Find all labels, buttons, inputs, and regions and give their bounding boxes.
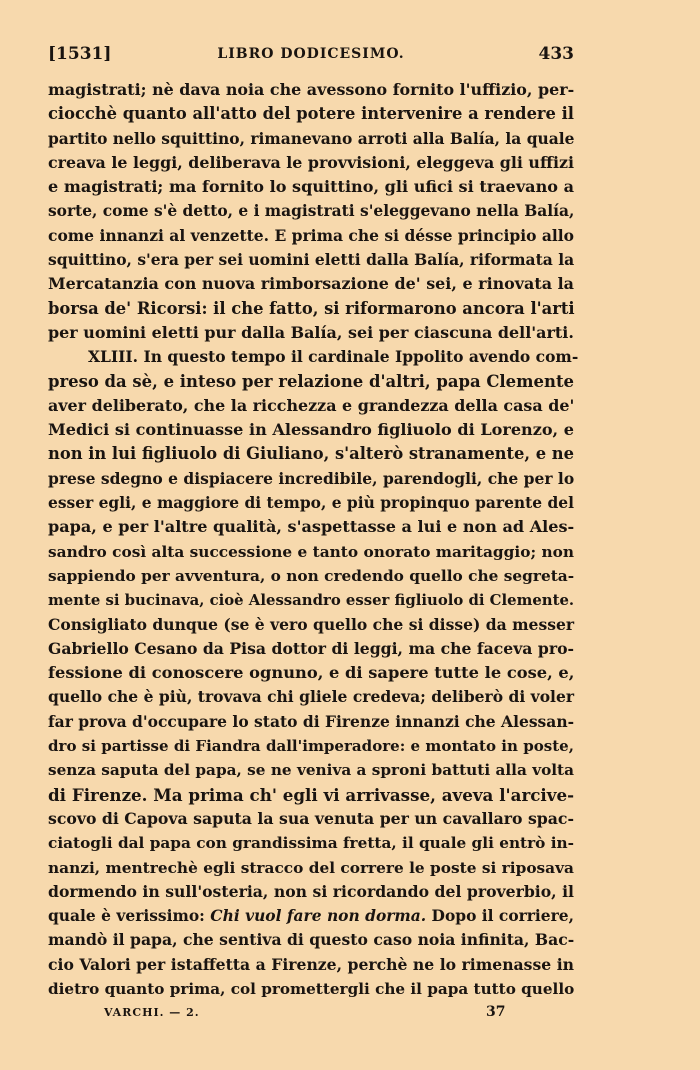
text-line: dro si partisse di Fiandra dall'imperadore: e montato in poste, bbox=[48, 737, 574, 756]
sheet-number: 37 bbox=[486, 1004, 506, 1020]
text-line: prese sdegno e dispiacere incredibile, parendogli, che per lo bbox=[48, 468, 575, 488]
section-start-line: XLIII. In questo tempo il cardinale Ippolito avendo com- bbox=[88, 347, 579, 367]
text-line: ciocchè quanto all'atto del potere intervenire a rendere il bbox=[48, 104, 574, 124]
text-line: cio Valori per istaffetta a Firenze, perchè ne lo rimenasse in bbox=[48, 954, 574, 974]
text-line: preso da sè, e inteso per relazione d'altri, papa Clemente bbox=[48, 371, 574, 391]
text-line: fessione di conoscere ognuno, e di sapere tutte le cose, e, bbox=[48, 663, 575, 683]
text-line: come innanzi al venzette. E prima che si désse principio allo bbox=[48, 225, 574, 245]
text-line: nanzi, mentrechè egli stracco del correre le poste si riposava bbox=[48, 858, 574, 877]
text-line: squittino, s'era per sei uomini eletti dalla Balía, riformata la bbox=[48, 250, 575, 270]
text-line: Medici si continuasse in Alessandro figliuolo di Lorenzo, e bbox=[48, 420, 574, 440]
text-line: esser egli, e maggiore di tempo, e più propinquo parente del bbox=[48, 493, 574, 513]
page-footer bbox=[104, 1004, 574, 1024]
text-line: ciatogli dal papa con grandissima fretta, il quale gli entrò in- bbox=[48, 834, 574, 853]
text-line: borsa de' Ricorsi: il che fatto, si riformarono ancora l'arti bbox=[48, 298, 575, 318]
text-line: e magistrati; ma fornito lo squittino, gli ufici si traevano a bbox=[48, 177, 574, 197]
text-line: partito nello squittino, rimanevano arroti alla Balía, la quale bbox=[48, 128, 575, 148]
text-line: aver deliberato, che la ricchezza e grandezza della casa de' bbox=[48, 395, 575, 415]
footer-signature: VARCHI. — 2. bbox=[104, 1006, 200, 1019]
text-line: scovo di Capova saputa la sua venuta per un cavallaro spac- bbox=[48, 808, 574, 828]
text-line: Consigliato dunque (se è vero quello che si disse) da messer bbox=[48, 614, 575, 634]
body-text bbox=[48, 78, 579, 1001]
text-line: dietro quanto prima, col promettergli che il papa tutto quello bbox=[48, 979, 575, 998]
text-line: senza saputa del papa, se ne veniva a sproni battuti alla volta bbox=[48, 761, 574, 780]
text-line: mandò il papa, che sentiva di questo caso noia infinita, Bac- bbox=[48, 930, 575, 950]
text-line: creava le leggi, deliberava le provvisioni, eleggeva gli uffizi bbox=[48, 152, 574, 172]
header-title: LIBRO DODICESIMO. bbox=[217, 46, 405, 62]
text-line: per uomini eletti pur dalla Balía, sei per ciascuna dell'arti. bbox=[48, 322, 574, 342]
proverb-line bbox=[48, 904, 574, 928]
header-year: [1531] bbox=[48, 44, 112, 64]
text-line: di Firenze. Ma prima ch' egli vi arrivasse, aveva l'arcive- bbox=[48, 784, 574, 805]
text-line: quello che è più, trovava chi gliele credeva; deliberò di voler bbox=[48, 687, 574, 707]
text-line: Mercatanzia con nuova rimborsazione de' sei, e rinovata la bbox=[48, 274, 574, 294]
proverb-line-before: quale è verissimo: bbox=[48, 906, 211, 926]
text-line: sorte, come s'è detto, e i magistrati s'eleggevano nella Balía, bbox=[48, 202, 575, 221]
text-line: far prova d'occupare lo stato di Firenze innanzi che Alessan- bbox=[48, 711, 575, 731]
page-number: 433 bbox=[538, 44, 574, 64]
text-line: papa, e per l'altre qualità, s'aspettasse a lui e non ad Ales- bbox=[48, 517, 575, 537]
text-line: sappiendo per avventura, o non credendo quello che segreta- bbox=[48, 566, 575, 585]
book-page bbox=[48, 0, 579, 1070]
text-line: Gabriello Cesano da Pisa dottor di leggi, ma che faceva pro- bbox=[48, 638, 574, 658]
running-header bbox=[48, 44, 574, 72]
proverb-italic: Chi vuol fare non dorma. bbox=[210, 906, 427, 926]
text-line: sandro così alta successione e tanto onorato maritaggio; non bbox=[48, 542, 574, 561]
text-line: non in lui figliuolo di Giuliano, s'alterò stranamente, e ne bbox=[48, 444, 574, 464]
proverb-line-after: Dopo il corriere, bbox=[426, 906, 574, 926]
text-line: magistrati; nè dava noia che avessono fornito l'uffizio, per- bbox=[48, 80, 575, 99]
text-line: mente si bucinava, cioè Alessandro esser figliuolo di Clemente. bbox=[48, 591, 575, 610]
text-line: dormendo in sull'osteria, non si ricordando del proverbio, il bbox=[48, 881, 574, 901]
